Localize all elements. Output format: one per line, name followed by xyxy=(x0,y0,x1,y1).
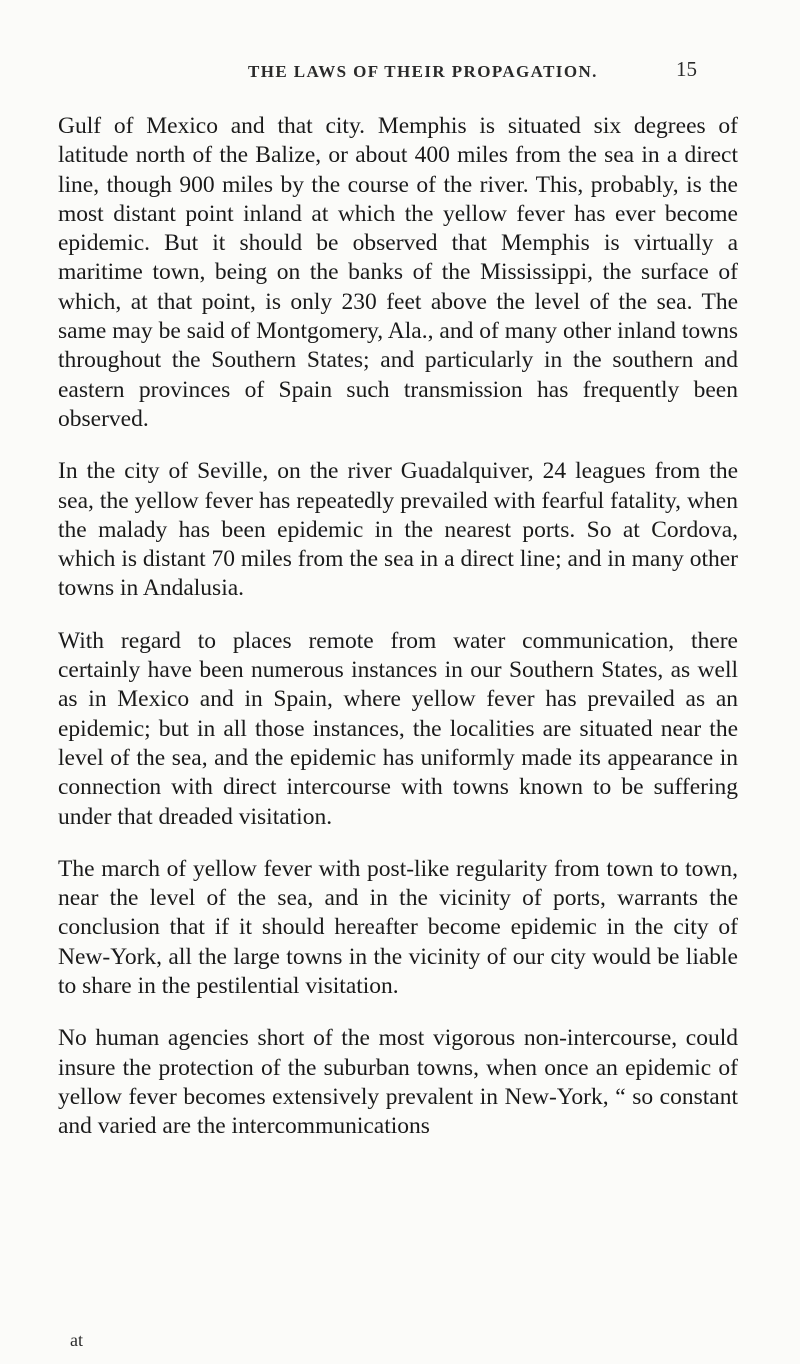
running-head: THE LAWS OF THEIR PROPAGATION. xyxy=(248,62,598,81)
paragraph: The march of yellow fever with post-like regularity from town to town, near the level of the sea, and in the vicinity of ports, warrants the conclusion that if it should hereafter become epidemic in the city of New-York, all the large towns in the vicinity of our city would be liable to share in the pestilential visitation. xyxy=(58,855,738,1000)
paragraph: In the city of Seville, on the river Guadalquiver, 24 leagues from the sea, the yellow fever has repeatedly prevailed with fearful fatality, when the malady has been epidemic in the nearest ports. So at Cordova, which is distant 70 miles from the sea in a direct line; and in many other towns in Andalusia. xyxy=(58,458,738,602)
paragraph: Gulf of Mexico and that city. Memphis is situated six degrees of latitude north of the Balize, or about 400 miles from the sea in a direct line, though 900 miles by the course of the river. This, probably, is the most distant point inland at which the yellow fever has ever become epidemic. But it should be observed that Memphis is virtually a maritime town, being on the banks of the Mississippi, the surface of which, at that point, is only 230 feet above the level of the sea. The same may be said of Montgomery, Ala., and of many other inland towns throughout the Southern States; and particularly in the southern and eastern provinces of Spain such transmission has frequently been observed. xyxy=(58,113,738,432)
body-text xyxy=(58,112,738,1165)
paragraph: No human agencies short of the most vigorous non-intercourse, could insure the protection of the suburban towns, when once an epidemic of yellow fever becomes extensively prevalent in New-York, “ so constant and varied are the intercommunications xyxy=(58,1025,738,1140)
page-number: 15 xyxy=(676,57,697,81)
catchword: at xyxy=(70,1330,83,1350)
paragraph: With regard to places remote from water communication, there certainly have been numerous instances in our Southern States, as well as in Mexico and in Spain, where yellow fever has prevailed as an epidemic; but in all those instances, the localities are situated near the level of the sea, and the epidemic has uniformly made its appearance in connection with direct intercourse with towns known to be suffering under that dreaded visitation. xyxy=(58,627,738,830)
